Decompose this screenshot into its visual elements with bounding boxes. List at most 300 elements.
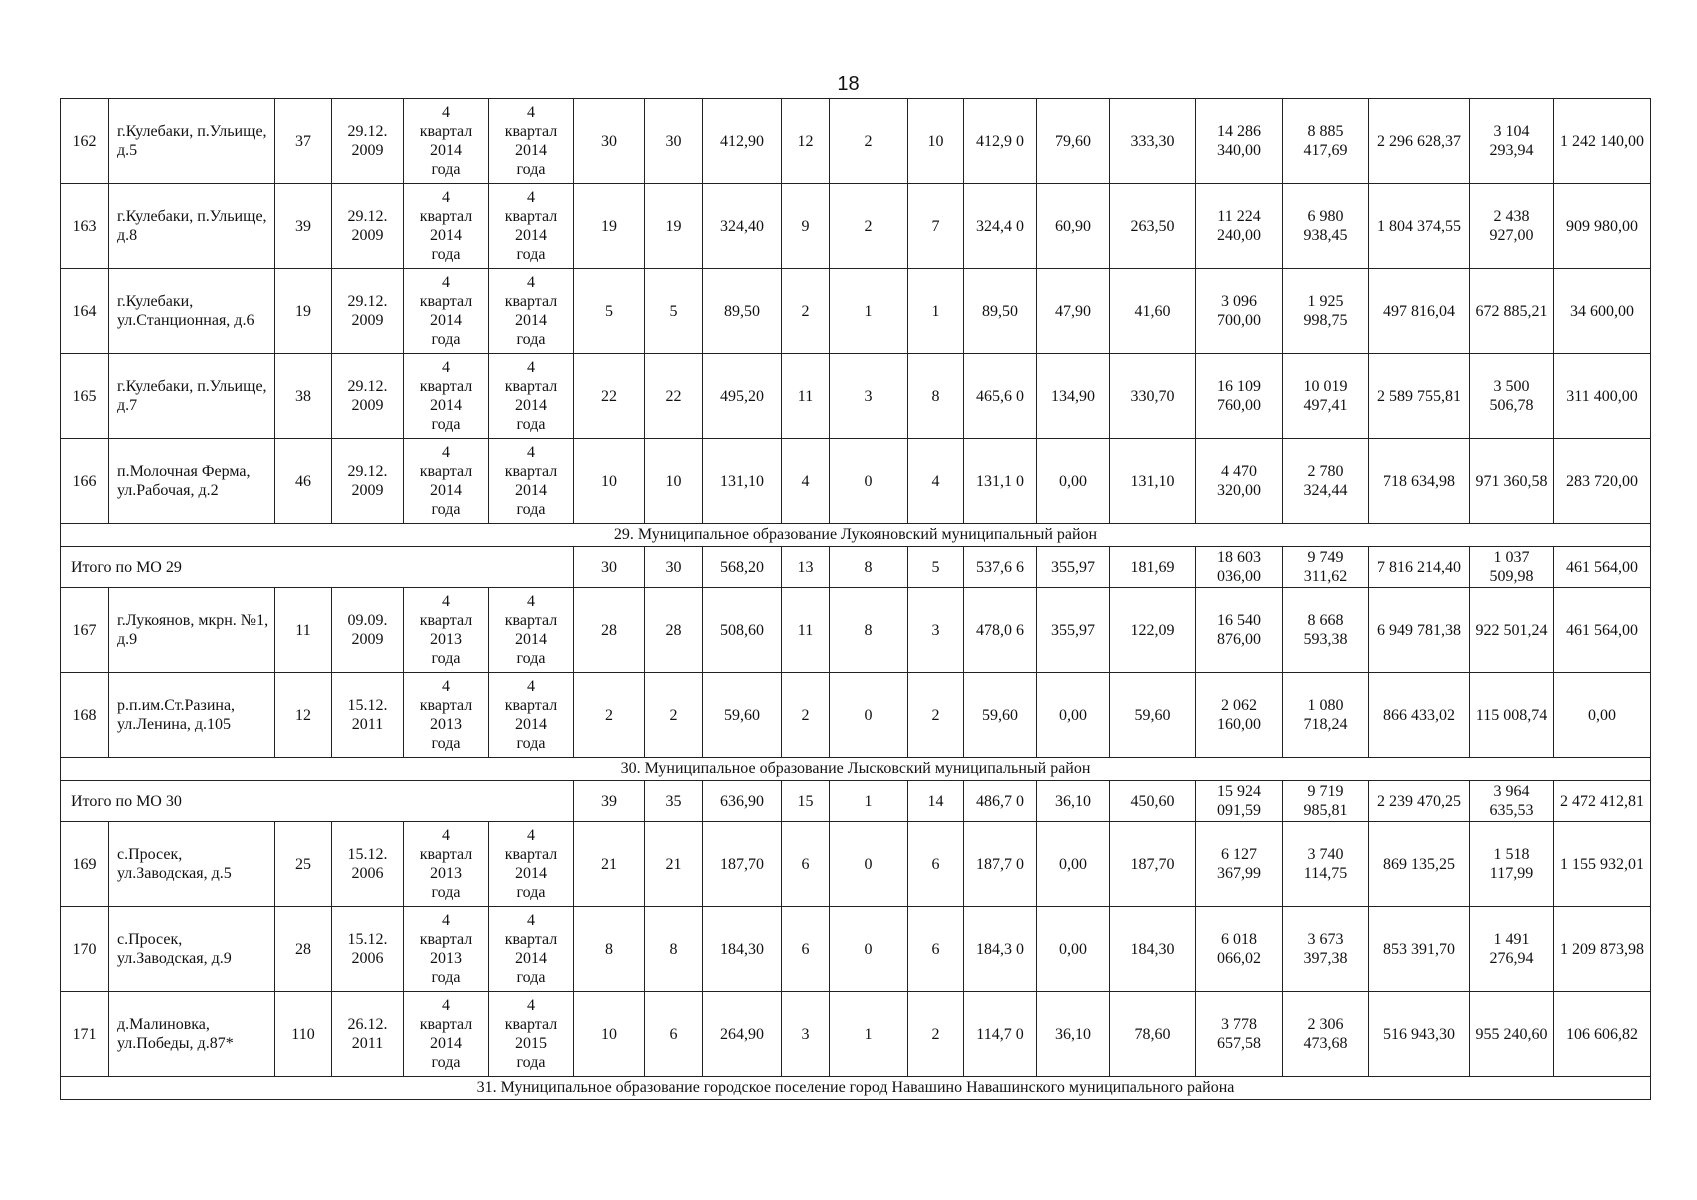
cell-m1: 15 924 091,59: [1196, 781, 1283, 822]
quarter-line: 4: [527, 444, 535, 461]
quarter-line: квартал: [419, 846, 473, 863]
quarter-line: 4: [527, 189, 535, 206]
quarter-line: 2014: [430, 312, 462, 329]
cell-m4: 2 438 927,00: [1470, 184, 1554, 269]
cell-c15: 330,70: [1110, 354, 1196, 439]
cell-c14: 47,90: [1037, 269, 1110, 354]
cell-c10: 4: [782, 439, 830, 524]
total-label: Итого по МО 29: [61, 547, 574, 588]
doc-number: 11: [275, 588, 332, 673]
section-title: 29. Муниципальное образование Лукояновский муниципальный район: [61, 524, 1651, 547]
cell-c7: 10: [574, 439, 645, 524]
row-number: 164: [61, 269, 109, 354]
quarter-line: 4: [442, 912, 450, 929]
cell-c7: 30: [574, 547, 645, 588]
cell-m5: 1 209 873,98: [1554, 907, 1651, 992]
quarter-line: квартал: [419, 697, 473, 714]
cell-c11: 8: [830, 547, 908, 588]
cell-c15: 41,60: [1110, 269, 1196, 354]
cell-m2: 6 980 938,45: [1283, 184, 1369, 269]
cell-c10: 3: [782, 992, 830, 1077]
cell-c7: 10: [574, 992, 645, 1077]
object-address: г.Кулебаки, п.Ульище, д.8: [109, 184, 275, 269]
cell-m1: 18 603 036,00: [1196, 547, 1283, 588]
cell-m4: 922 501,24: [1470, 588, 1554, 673]
cell-c10: 11: [782, 588, 830, 673]
cell-c11: 0: [830, 822, 908, 907]
quarter-line: 2014: [430, 227, 462, 244]
quarter-line: 2013: [430, 716, 462, 733]
quarter-line: квартал: [504, 931, 558, 948]
quarter-line: года: [516, 501, 546, 518]
cell-c11: 2: [830, 99, 908, 184]
table-row: [61, 184, 1651, 269]
doc-date: 29.12. 2009: [332, 269, 404, 354]
cell-c13: 187,7 0: [964, 822, 1037, 907]
cell-c10: 9: [782, 184, 830, 269]
doc-number: 39: [275, 184, 332, 269]
doc-number: 37: [275, 99, 332, 184]
quarter-line: 2014: [515, 865, 547, 882]
quarter-line: 2014: [515, 482, 547, 499]
cell-c12: 8: [908, 354, 964, 439]
cell-m3: 866 433,02: [1369, 673, 1470, 758]
cell-c14: 36,10: [1037, 992, 1110, 1077]
cell-c10: 2: [782, 269, 830, 354]
section-header-row: [61, 758, 1651, 781]
cell-c9: 59,60: [703, 673, 782, 758]
cell-m3: 516 943,30: [1369, 992, 1470, 1077]
quarter-line: года: [431, 650, 461, 667]
quarter-line: квартал: [504, 293, 558, 310]
cell-m4: 971 360,58: [1470, 439, 1554, 524]
cell-m1: 4 470 320,00: [1196, 439, 1283, 524]
cell-c8: 6: [645, 992, 703, 1077]
cell-c15: 122,09: [1110, 588, 1196, 673]
quarter-line: года: [516, 1054, 546, 1071]
planned-end-quarter: [489, 992, 574, 1077]
cell-c10: 6: [782, 822, 830, 907]
cell-m1: 14 286 340,00: [1196, 99, 1283, 184]
cell-m3: 853 391,70: [1369, 907, 1470, 992]
quarter-line: 4: [442, 593, 450, 610]
cell-c15: 187,70: [1110, 822, 1196, 907]
cell-c8: 22: [645, 354, 703, 439]
cell-m5: 1 242 140,00: [1554, 99, 1651, 184]
resettlement-table: [60, 98, 1651, 1100]
quarter-line: 4: [527, 593, 535, 610]
page-number: 18: [837, 73, 860, 95]
cell-m3: 2 589 755,81: [1369, 354, 1470, 439]
object-address: г.Кулебаки, п.Ульище, д.5: [109, 99, 275, 184]
total-row: [61, 547, 1651, 588]
cell-c15: 131,10: [1110, 439, 1196, 524]
quarter-line: 2014: [515, 631, 547, 648]
planned-start-quarter: [404, 439, 489, 524]
quarter-line: года: [431, 1054, 461, 1071]
quarter-line: 2014: [515, 716, 547, 733]
doc-number: 19: [275, 269, 332, 354]
cell-c10: 6: [782, 907, 830, 992]
cell-c13: 184,3 0: [964, 907, 1037, 992]
cell-m3: 2 296 628,37: [1369, 99, 1470, 184]
cell-c8: 30: [645, 547, 703, 588]
quarter-line: 2014: [430, 397, 462, 414]
cell-m5: 1 155 932,01: [1554, 822, 1651, 907]
cell-c7: 21: [574, 822, 645, 907]
cell-m3: 2 239 470,25: [1369, 781, 1470, 822]
cell-c8: 2: [645, 673, 703, 758]
quarter-line: квартал: [419, 612, 473, 629]
quarter-line: 2014: [515, 142, 547, 159]
cell-m5: 34 600,00: [1554, 269, 1651, 354]
cell-c10: 12: [782, 99, 830, 184]
cell-m4: 115 008,74: [1470, 673, 1554, 758]
quarter-line: года: [516, 650, 546, 667]
cell-c8: 30: [645, 99, 703, 184]
cell-c14: 0,00: [1037, 822, 1110, 907]
cell-m1: 3 778 657,58: [1196, 992, 1283, 1077]
cell-m5: 461 564,00: [1554, 547, 1651, 588]
planned-end-quarter: [489, 439, 574, 524]
cell-c11: 0: [830, 439, 908, 524]
cell-m3: 7 816 214,40: [1369, 547, 1470, 588]
planned-start-quarter: [404, 992, 489, 1077]
total-row: [61, 781, 1651, 822]
cell-m2: 2 306 473,68: [1283, 992, 1369, 1077]
cell-m3: 1 804 374,55: [1369, 184, 1470, 269]
cell-c7: 22: [574, 354, 645, 439]
quarter-line: квартал: [504, 208, 558, 225]
table-row: [61, 354, 1651, 439]
cell-c11: 1: [830, 269, 908, 354]
cell-c9: 568,20: [703, 547, 782, 588]
doc-date: 15.12. 2006: [332, 822, 404, 907]
quarter-line: 4: [527, 274, 535, 291]
cell-c10: 13: [782, 547, 830, 588]
cell-m2: 8 668 593,38: [1283, 588, 1369, 673]
planned-end-quarter: [489, 184, 574, 269]
cell-m2: 8 885 417,69: [1283, 99, 1369, 184]
cell-c7: 28: [574, 588, 645, 673]
cell-c9: 187,70: [703, 822, 782, 907]
cell-c13: 324,4 0: [964, 184, 1037, 269]
cell-c12: 6: [908, 822, 964, 907]
table-row: [61, 673, 1651, 758]
quarter-line: 2014: [430, 482, 462, 499]
row-number: 162: [61, 99, 109, 184]
doc-date: 29.12. 2009: [332, 184, 404, 269]
row-number: 169: [61, 822, 109, 907]
cell-c12: 2: [908, 673, 964, 758]
quarter-line: года: [516, 884, 546, 901]
cell-c11: 1: [830, 992, 908, 1077]
cell-c7: 2: [574, 673, 645, 758]
cell-c7: 5: [574, 269, 645, 354]
quarter-line: 4: [527, 912, 535, 929]
planned-start-quarter: [404, 354, 489, 439]
quarter-line: года: [431, 969, 461, 986]
quarter-line: квартал: [504, 697, 558, 714]
quarter-line: года: [516, 246, 546, 263]
cell-m4: 3 500 506,78: [1470, 354, 1554, 439]
quarter-line: 4: [442, 359, 450, 376]
cell-c11: 2: [830, 184, 908, 269]
cell-m3: 869 135,25: [1369, 822, 1470, 907]
object-address: д.Малиновка, ул.Победы, д.87*: [109, 992, 275, 1077]
cell-c13: 89,50: [964, 269, 1037, 354]
cell-m2: 1 925 998,75: [1283, 269, 1369, 354]
cell-c12: 5: [908, 547, 964, 588]
quarter-line: 2013: [430, 950, 462, 967]
cell-c14: 0,00: [1037, 439, 1110, 524]
cell-c9: 495,20: [703, 354, 782, 439]
table-row: [61, 439, 1651, 524]
cell-c11: 0: [830, 673, 908, 758]
planned-end-quarter: [489, 907, 574, 992]
quarter-line: года: [516, 969, 546, 986]
cell-c10: 15: [782, 781, 830, 822]
cell-m2: 1 080 718,24: [1283, 673, 1369, 758]
cell-c9: 412,90: [703, 99, 782, 184]
quarter-line: квартал: [504, 1016, 558, 1033]
cell-c14: 60,90: [1037, 184, 1110, 269]
cell-c8: 19: [645, 184, 703, 269]
row-number: 168: [61, 673, 109, 758]
row-number: 167: [61, 588, 109, 673]
object-address: г.Кулебаки, ул.Станционная, д.6: [109, 269, 275, 354]
cell-m2: 2 780 324,44: [1283, 439, 1369, 524]
cell-c13: 465,6 0: [964, 354, 1037, 439]
quarter-line: квартал: [504, 378, 558, 395]
doc-number: 38: [275, 354, 332, 439]
cell-c9: 264,90: [703, 992, 782, 1077]
table-row: [61, 99, 1651, 184]
planned-end-quarter: [489, 673, 574, 758]
cell-c9: 508,60: [703, 588, 782, 673]
quarter-line: года: [516, 735, 546, 752]
planned-start-quarter: [404, 822, 489, 907]
cell-m4: 1 037 509,98: [1470, 547, 1554, 588]
cell-c14: 134,90: [1037, 354, 1110, 439]
cell-c8: 10: [645, 439, 703, 524]
cell-m2: 10 019 497,41: [1283, 354, 1369, 439]
cell-c13: 114,7 0: [964, 992, 1037, 1077]
cell-c7: 30: [574, 99, 645, 184]
cell-m4: 3 964 635,53: [1470, 781, 1554, 822]
quarter-line: квартал: [504, 123, 558, 140]
cell-m1: 16 540 876,00: [1196, 588, 1283, 673]
cell-m3: 718 634,98: [1369, 439, 1470, 524]
table-row: [61, 822, 1651, 907]
cell-c12: 10: [908, 99, 964, 184]
cell-c13: 59,60: [964, 673, 1037, 758]
object-address: с.Просек, ул.Заводская, д.5: [109, 822, 275, 907]
doc-date: 15.12. 2011: [332, 673, 404, 758]
quarter-line: 4: [442, 189, 450, 206]
cell-c8: 5: [645, 269, 703, 354]
cell-c9: 324,40: [703, 184, 782, 269]
object-address: г.Кулебаки, п.Ульище, д.7: [109, 354, 275, 439]
quarter-line: 4: [442, 827, 450, 844]
table-row: [61, 588, 1651, 673]
cell-m5: 106 606,82: [1554, 992, 1651, 1077]
table-row: [61, 269, 1651, 354]
quarter-line: 2014: [430, 142, 462, 159]
cell-c15: 78,60: [1110, 992, 1196, 1077]
quarter-line: 2013: [430, 865, 462, 882]
planned-end-quarter: [489, 588, 574, 673]
cell-c12: 7: [908, 184, 964, 269]
quarter-line: квартал: [419, 208, 473, 225]
quarter-line: года: [516, 161, 546, 178]
quarter-line: 2014: [515, 397, 547, 414]
planned-start-quarter: [404, 588, 489, 673]
cell-c14: 0,00: [1037, 673, 1110, 758]
quarter-line: 4: [442, 104, 450, 121]
cell-c12: 1: [908, 269, 964, 354]
cell-c8: 28: [645, 588, 703, 673]
cell-c12: 2: [908, 992, 964, 1077]
cell-c15: 450,60: [1110, 781, 1196, 822]
cell-m4: 1 491 276,94: [1470, 907, 1554, 992]
doc-date: 09.09. 2009: [332, 588, 404, 673]
cell-c14: 355,97: [1037, 547, 1110, 588]
cell-m3: 6 949 781,38: [1369, 588, 1470, 673]
planned-start-quarter: [404, 99, 489, 184]
planned-start-quarter: [404, 269, 489, 354]
cell-c7: 39: [574, 781, 645, 822]
quarter-line: года: [431, 246, 461, 263]
cell-c11: 3: [830, 354, 908, 439]
table-body: [61, 99, 1651, 1100]
cell-c15: 184,30: [1110, 907, 1196, 992]
cell-m3: 497 816,04: [1369, 269, 1470, 354]
doc-number: 110: [275, 992, 332, 1077]
cell-c11: 0: [830, 907, 908, 992]
quarter-line: года: [516, 416, 546, 433]
row-number: 166: [61, 439, 109, 524]
quarter-line: года: [431, 501, 461, 518]
doc-number: 28: [275, 907, 332, 992]
cell-m1: 11 224 240,00: [1196, 184, 1283, 269]
total-label: Итого по МО 30: [61, 781, 574, 822]
quarter-line: 4: [527, 104, 535, 121]
cell-c12: 14: [908, 781, 964, 822]
section-title: 31. Муниципальное образование городское поселение город Навашино Навашинского муниципального района: [61, 1077, 1651, 1100]
cell-c8: 8: [645, 907, 703, 992]
cell-c15: 59,60: [1110, 673, 1196, 758]
quarter-line: 4: [527, 997, 535, 1014]
quarter-line: года: [431, 735, 461, 752]
quarter-line: года: [431, 416, 461, 433]
cell-c14: 0,00: [1037, 907, 1110, 992]
quarter-line: квартал: [419, 931, 473, 948]
cell-m1: 2 062 160,00: [1196, 673, 1283, 758]
cell-c8: 35: [645, 781, 703, 822]
quarter-line: 2014: [515, 950, 547, 967]
cell-c13: 478,0 6: [964, 588, 1037, 673]
cell-c10: 11: [782, 354, 830, 439]
planned-start-quarter: [404, 184, 489, 269]
table-row: [61, 907, 1651, 992]
quarter-line: 4: [442, 274, 450, 291]
row-number: 165: [61, 354, 109, 439]
cell-m1: 6 127 367,99: [1196, 822, 1283, 907]
cell-m1: 3 096 700,00: [1196, 269, 1283, 354]
quarter-line: 4: [527, 359, 535, 376]
object-address: г.Лукоянов, мкрн. №1, д.9: [109, 588, 275, 673]
planned-end-quarter: [489, 822, 574, 907]
cell-c13: 131,1 0: [964, 439, 1037, 524]
quarter-line: 4: [442, 444, 450, 461]
doc-date: 29.12. 2009: [332, 439, 404, 524]
quarter-line: 4: [527, 678, 535, 695]
object-address: с.Просек, ул.Заводская, д.9: [109, 907, 275, 992]
cell-c9: 131,10: [703, 439, 782, 524]
doc-number: 12: [275, 673, 332, 758]
section-header-row: [61, 524, 1651, 547]
quarter-line: года: [516, 331, 546, 348]
quarter-line: квартал: [419, 1016, 473, 1033]
object-address: р.п.им.Ст.Разина, ул.Ленина, д.105: [109, 673, 275, 758]
planned-start-quarter: [404, 673, 489, 758]
cell-m4: 955 240,60: [1470, 992, 1554, 1077]
quarter-line: года: [431, 884, 461, 901]
section-header-row: [61, 1077, 1651, 1100]
cell-c12: 6: [908, 907, 964, 992]
cell-c12: 4: [908, 439, 964, 524]
quarter-line: 2014: [430, 1035, 462, 1052]
cell-m2: 3 740 114,75: [1283, 822, 1369, 907]
cell-m5: 0,00: [1554, 673, 1651, 758]
quarter-line: квартал: [419, 378, 473, 395]
cell-m4: 1 518 117,99: [1470, 822, 1554, 907]
cell-c7: 19: [574, 184, 645, 269]
cell-m5: 2 472 412,81: [1554, 781, 1651, 822]
cell-m2: 9 719 985,81: [1283, 781, 1369, 822]
section-title: 30. Муниципальное образование Лысковский муниципальный район: [61, 758, 1651, 781]
quarter-line: 2014: [515, 312, 547, 329]
cell-c10: 2: [782, 673, 830, 758]
doc-date: 26.12. 2011: [332, 992, 404, 1077]
cell-c15: 263,50: [1110, 184, 1196, 269]
planned-end-quarter: [489, 269, 574, 354]
cell-c14: 355,97: [1037, 588, 1110, 673]
quarter-line: 4: [442, 678, 450, 695]
object-address: п.Молочная Ферма, ул.Рабочая, д.2: [109, 439, 275, 524]
quarter-line: квартал: [504, 846, 558, 863]
quarter-line: 4: [527, 827, 535, 844]
cell-m1: 6 018 066,02: [1196, 907, 1283, 992]
doc-date: 15.12. 2006: [332, 907, 404, 992]
cell-c13: 412,9 0: [964, 99, 1037, 184]
table-row: [61, 992, 1651, 1077]
planned-end-quarter: [489, 354, 574, 439]
quarter-line: года: [431, 161, 461, 178]
doc-date: 29.12. 2009: [332, 354, 404, 439]
quarter-line: 2013: [430, 631, 462, 648]
cell-c9: 184,30: [703, 907, 782, 992]
quarter-line: 4: [442, 997, 450, 1014]
quarter-line: квартал: [504, 463, 558, 480]
cell-c11: 8: [830, 588, 908, 673]
cell-c15: 181,69: [1110, 547, 1196, 588]
cell-c11: 1: [830, 781, 908, 822]
row-number: 171: [61, 992, 109, 1077]
doc-date: 29.12. 2009: [332, 99, 404, 184]
cell-c12: 3: [908, 588, 964, 673]
